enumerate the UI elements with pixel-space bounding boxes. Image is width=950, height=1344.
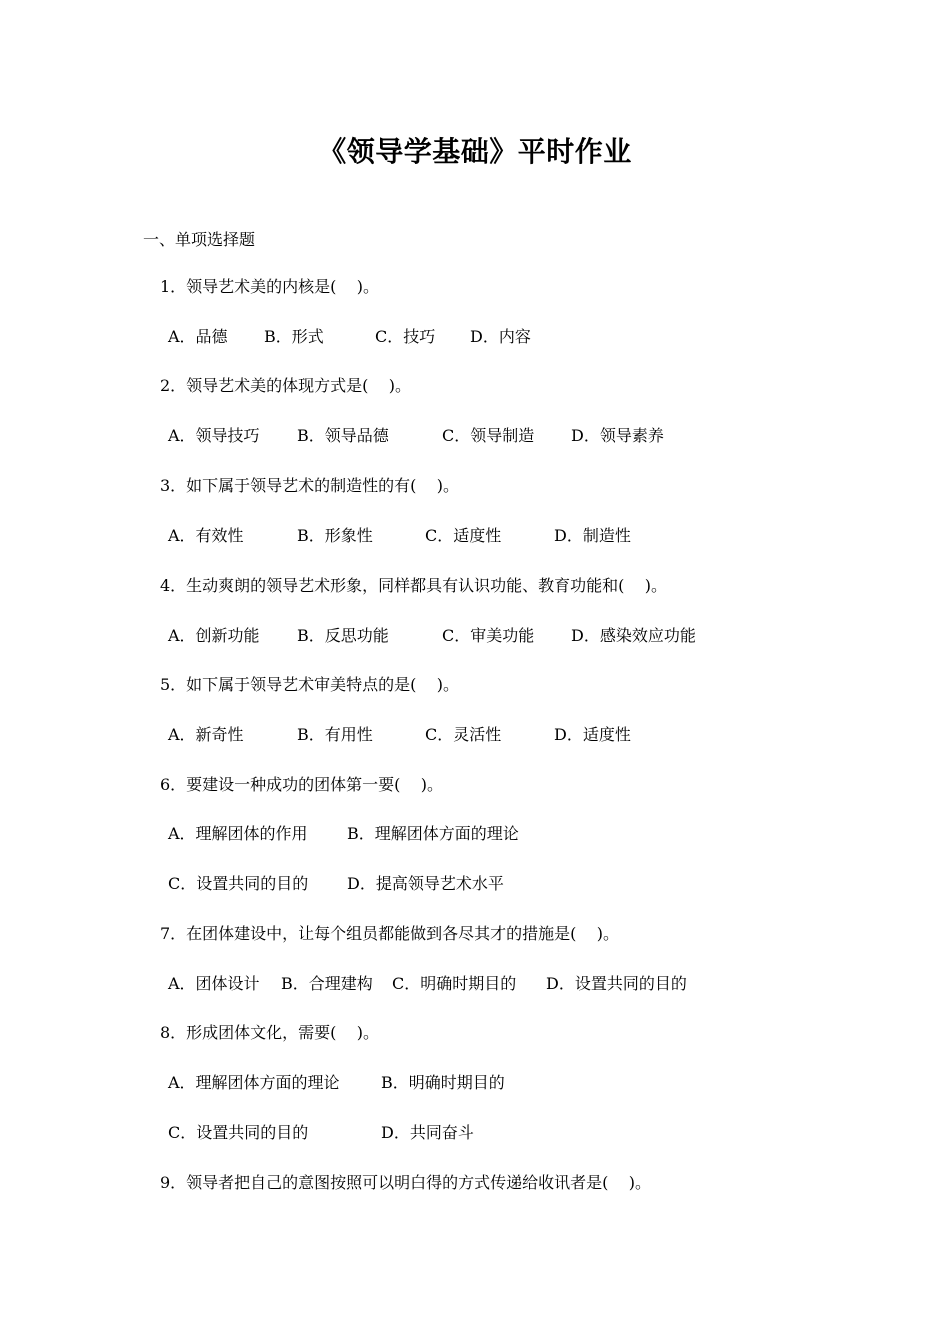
option-a: A．理解团体的作用	[168, 824, 308, 843]
option-c: C．审美功能	[442, 626, 535, 645]
option-c: C．设置共同的目的	[168, 874, 309, 893]
option-b: B．明确时期目的	[381, 1073, 505, 1092]
option-a: A．领导技巧	[168, 426, 260, 445]
question-2: 2．领导艺术美的体现方式是( )。	[160, 376, 412, 395]
option-a: A．创新功能	[168, 626, 260, 645]
option-d: D．领导素养	[571, 426, 664, 445]
option-a: A．有效性	[168, 526, 244, 545]
option-b: B．形式	[264, 327, 324, 346]
option-a: A．理解团体方面的理论	[168, 1073, 340, 1092]
question-7: 7．在团体建设中，让每个组员都能做到各尽其才的措施是( )。	[160, 924, 620, 943]
option-b: B．领导品德	[297, 426, 389, 445]
option-b: B．有用性	[297, 725, 373, 744]
option-b: B．形象性	[297, 526, 373, 545]
option-a: A．品德	[168, 327, 228, 346]
option-d: D．制造性	[554, 526, 631, 545]
option-c: C．设置共同的目的	[168, 1123, 309, 1142]
option-b: B．理解团体方面的理论	[347, 824, 519, 843]
option-d: D．内容	[470, 327, 531, 346]
option-c: C．技巧	[375, 327, 436, 346]
question-4: 4．生动爽朗的领导艺术形象，同样都具有认识功能、教育功能和( )。	[160, 576, 668, 595]
option-d: D．感染效应功能	[571, 626, 696, 645]
option-c: C．灵活性	[425, 725, 502, 744]
section-heading: 一、单项选择题	[143, 230, 256, 249]
question-9: 9．领导者把自己的意图按照可以明白得的方式传递给收讯者是( )。	[160, 1173, 652, 1192]
option-d: D．提高领导艺术水平	[347, 874, 504, 893]
document-title: 《领导学基础》平时作业	[318, 135, 632, 168]
option-c: C．适度性	[425, 526, 502, 545]
option-a: A．新奇性	[168, 725, 244, 744]
option-b: B．合理建构	[281, 974, 373, 993]
option-d: D．设置共同的目的	[546, 974, 687, 993]
option-d: D．适度性	[554, 725, 631, 744]
option-d: D．共同奋斗	[381, 1123, 474, 1142]
question-3: 3．如下属于领导艺术的制造性的有( )。	[160, 476, 460, 495]
question-8: 8．形成团体文化，需要( )。	[160, 1023, 380, 1042]
question-5: 5．如下属于领导艺术审美特点的是( )。	[160, 675, 460, 694]
option-c: C．明确时期目的	[392, 974, 517, 993]
option-a: A．团体设计	[168, 974, 260, 993]
option-c: C．领导制造	[442, 426, 535, 445]
question-1: 1．领导艺术美的内核是( )。	[160, 277, 380, 296]
question-6: 6．要建设一种成功的团体第一要( )。	[160, 775, 444, 794]
option-b: B．反思功能	[297, 626, 389, 645]
